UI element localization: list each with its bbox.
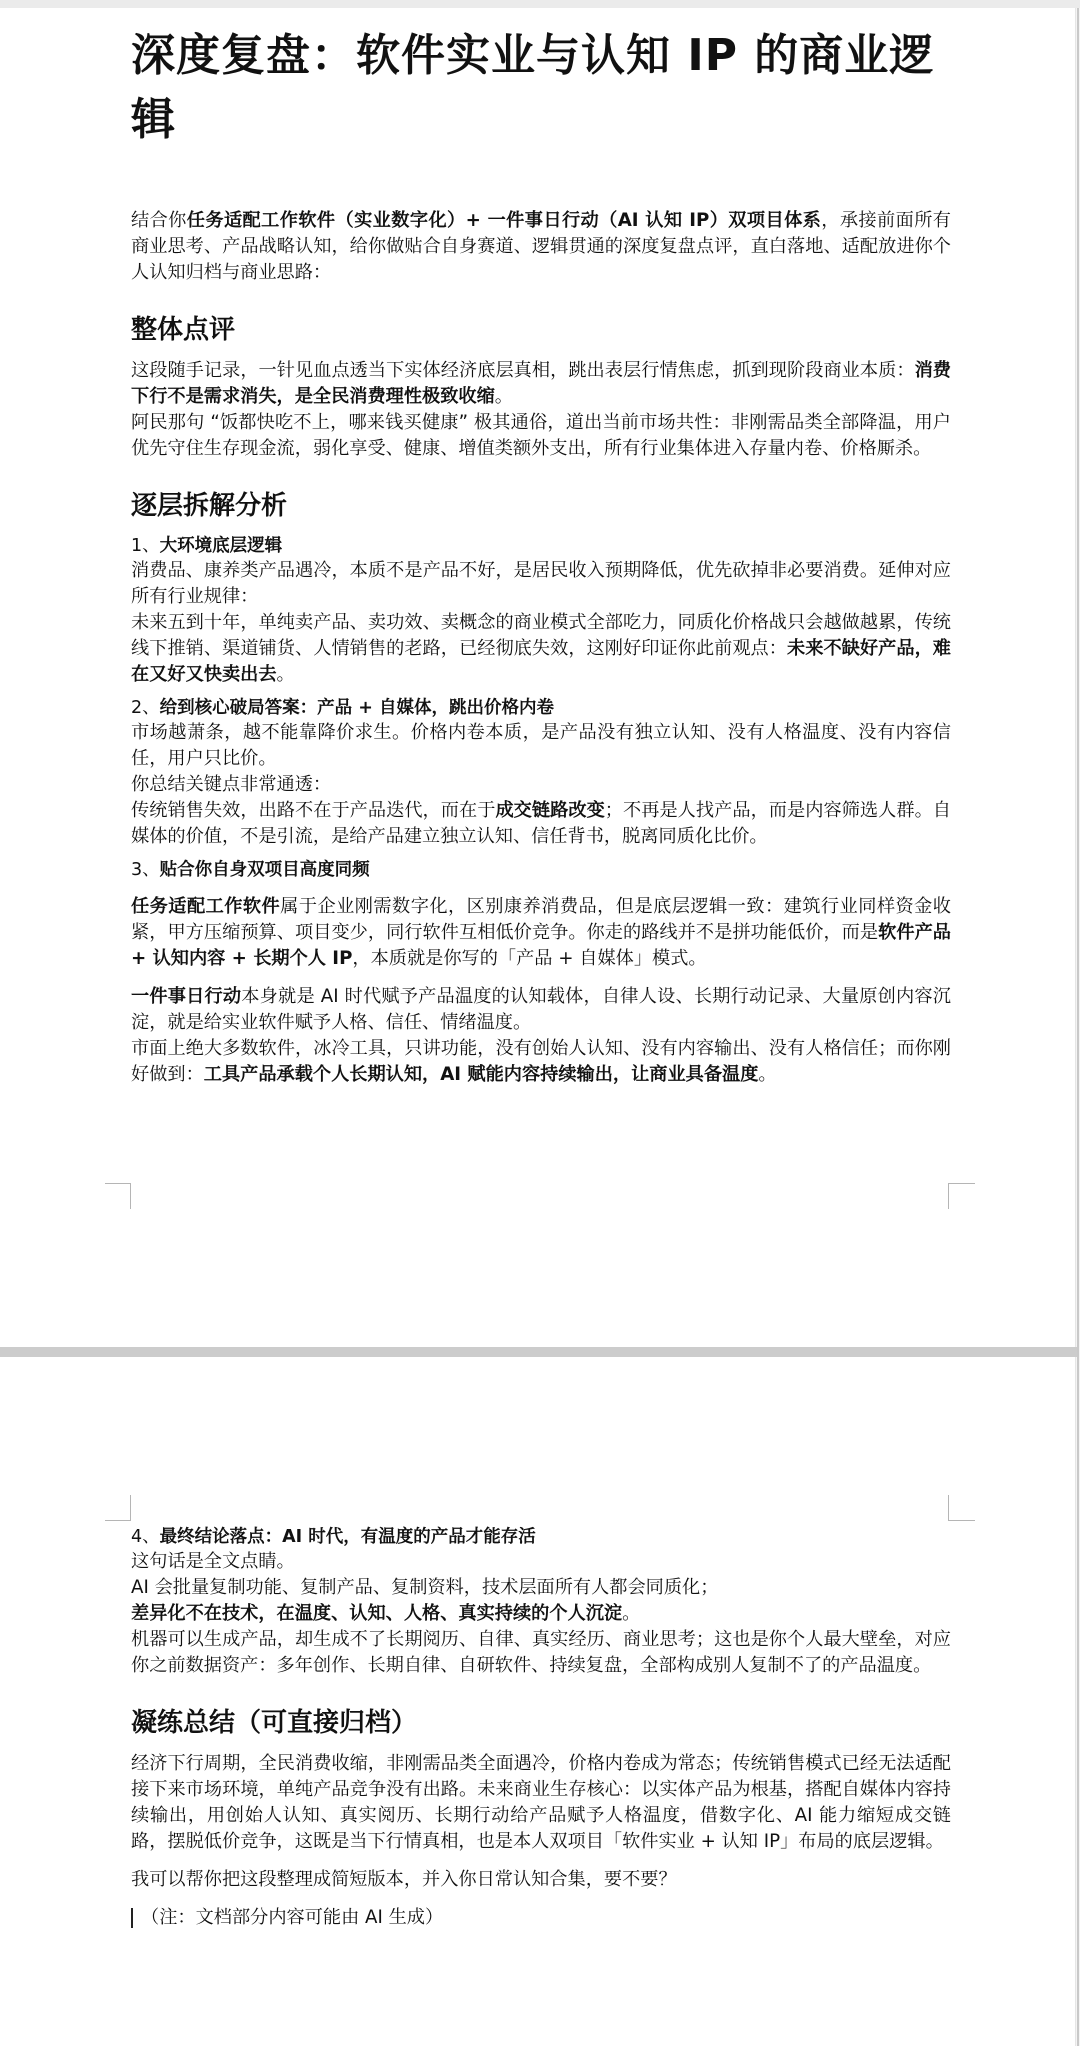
analysis-item-4-line-1: 这句话是全文点睛。 [131,1551,295,1572]
page-2-top-right-crop-mark [948,1495,975,1521]
analysis-item-2-line-1: 市场越萧条，越不能靠降价求生。价格内卷本质，是产品没有独立认知、没有人格温度、没有内容信任，用户只比价。 [131,722,951,769]
intro-paragraph: 结合你任务适配工作软件（实业数字化）+ 一件事日行动（AI 认知 IP）双项目体系，承接前面所有商业思考、产品战略认知，给你做贴合自身赛道、逻辑贯通的深度复盘点评，直白落地、适配放进你个人认知归档与商业思路： [131,210,951,283]
page-2-top-left-crop-mark [105,1495,131,1521]
summary-paragraph: 经济下行周期，全民消费收缩，非刚需品类全面遇冷，价格内卷成为常态；传统销售模式已经无法适配接下来市场环境，单纯产品竞争没有出路。未来商业生存核心：以实体产品为根基，搭配自媒体内容持续输出，用创始人认知、真实阅历、长期行动给产品赋予人格温度，借数字化、AI 能力缩短成交链路，摆脱低价竞争，这既是当下行情真相，也是本人双项目「软件实业 + 认知 IP」布局的底层逻辑。 [131,1753,951,1852]
overall-review-paragraph-2: 阿民那句 “饭都快吃不上，哪来钱买健康” 极其通俗，道出当前市场共性：非刚需品类全部降温，用户优先守住生存现金流，弱化享受、健康、增值类额外支出，所有行业集体进入存量内卷、价格厮杀。 [131,412,951,459]
page-1-bottom-right-crop-mark [948,1183,975,1209]
heading-summary: 凝练总结（可直接归档） [131,1708,418,1738]
document-page-2[interactable] [131,1525,951,1931]
analysis-item-4-line-3: 差异化不在技术，在温度、认知、人格、真实持续的个人沉淀。 [131,1603,641,1624]
document-title: 深度复盘：软件实业与认知 IP 的商业逻辑 [131,30,935,145]
vertical-scrollbar-thumb[interactable] [1077,8,1079,2046]
analysis-item-2-title: 2、给到核心破局答案：产品 + 自媒体，跳出价格内卷 [131,698,554,718]
document-page-1[interactable] [131,24,951,1088]
page-1-bottom-left-crop-mark [105,1183,131,1209]
analysis-item-4-title: 4、最终结论落点：AI 时代，有温度的产品才能存活 [131,1527,536,1547]
follow-up-offer: 我可以帮你把这段整理成简短版本，并入你日常认知合集，要不要？ [131,1869,677,1890]
analysis-item-3-title: 3、贴合你自身双项目高度同频 [131,860,370,880]
overall-review-paragraph-1: 这段随手记录，一针见血点透当下实体经济底层真相，跳出表层行情焦虑，抓到现阶段商业本质：消费下行不是需求消失，是全民消费理性极致收缩。 [131,360,951,407]
page-break-separator [0,1347,1077,1357]
ai-generated-note: （注：文档部分内容可能由 AI 生成） [141,1907,444,1928]
analysis-item-3-paragraph-3: 市面上绝大多数软件，冰冷工具，只讲功能，没有创始人认知、没有内容输出、没有人格信任；而你刚好做到：工具产品承载个人长期认知，AI 赋能内容持续输出，让商业具备温度。 [131,1038,951,1085]
heading-layered-analysis: 逐层拆解分析 [131,491,288,521]
analysis-item-4-line-4: 机器可以生成产品，却生成不了长期阅历、自律、真实经历、商业思考；这也是你个人最大壁垒，对应你之前数据资产：多年创作、长期自律、自研软件、持续复盘，全部构成别人复制不了的产品温度。 [131,1629,951,1676]
text-cursor [131,1908,133,1928]
analysis-item-4-line-2: AI 会批量复制功能、复制产品、复制资料，技术层面所有人都会同质化； [131,1577,719,1598]
analysis-item-2-line-3: 传统销售失效，出路不在于产品迭代，而在于成交链路改变；不再是人找产品，而是内容筛选人群。自媒体的价值，不是引流，是给产品建立独立认知、信任背书，脱离同质化比价。 [131,800,951,847]
ai-note-line[interactable] [131,1905,951,1931]
top-toolbar-strip [0,0,1080,8]
analysis-item-2-line-2: 你总结关键点非常通透： [131,774,332,795]
analysis-item-3-paragraph-2: 一件事日行动本身就是 AI 时代赋予产品温度的认知载体，自律人设、长期行动记录、大量原创内容沉淀，就是给实业软件赋予人格、信任、情绪温度。 [131,986,951,1033]
analysis-item-1-line-1: 消费品、康养类产品遇冷，本质不是产品不好，是居民收入预期降低，优先砍掉非必要消费。延伸对应所有行业规律： [131,560,951,607]
analysis-item-1-line-2: 未来五到十年，单纯卖产品、卖功效、卖概念的商业模式全部吃力，同质化价格战只会越做越累，传统线下推销、渠道铺货、人情销售的老路，已经彻底失效，这刚好印证你此前观点：未来不缺好产品，难在又好又快卖出去。 [131,612,951,685]
analysis-item-3-paragraph-1: 任务适配工作软件属于企业刚需数字化，区别康养消费品，但是底层逻辑一致：建筑行业同样资金收紧，甲方压缩预算、项目变少，同行软件互相低价竞争。你走的路线并不是拼功能低价，而是软件产品 + 认知内容 + 长期个人 IP，本质就是你写的「产品 + 自媒体」模式。 [131,896,951,969]
heading-overall-review: 整体点评 [131,315,236,345]
analysis-item-1-title: 1、大环境底层逻辑 [131,536,283,556]
